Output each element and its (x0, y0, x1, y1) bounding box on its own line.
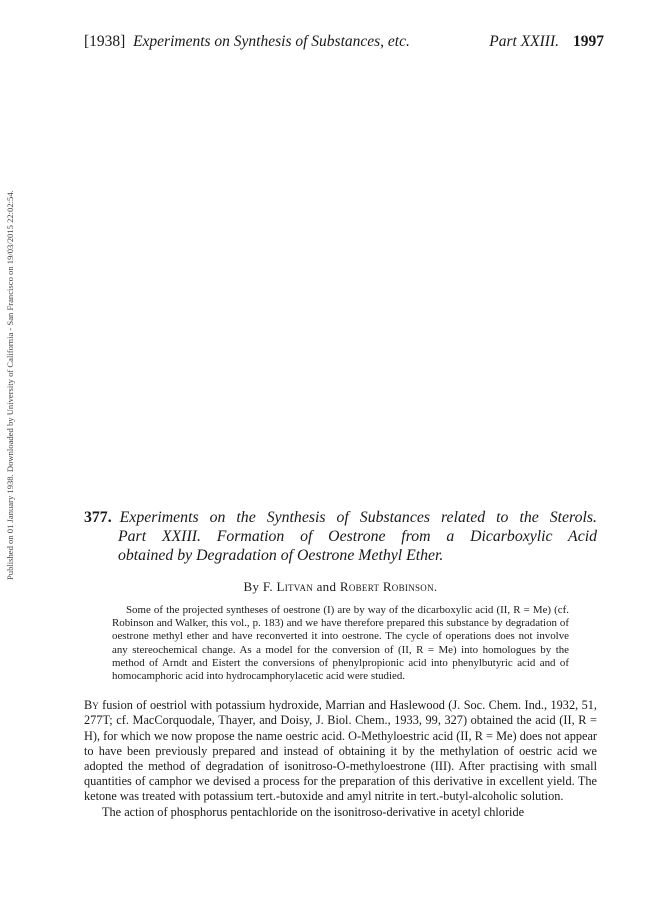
title-line: 377. Experiments on the Synthesis of Substances related to the Sterols. (84, 509, 597, 526)
abstract-text: Some of the projected syntheses of oestrone (I) are by way of the dicarboxylic acid (II, R = Me) (cf. Robinson and Walker, this vol., p. 183) and we have therefore prepared this substance by degradation of oestrone methyl ether and have reconverted it into oestrone. The cycle of operations does not involve any stereochemical change. As a model for the conversion of (II, R = Me) into homologues by the method of Arndt and Eistert the conversions of phenylpropionic acid into phenylbutyric acid and of homocamphoric acid into hydrocamphorylacetic acid were studied. (112, 604, 569, 683)
article (84, 508, 597, 820)
header-year: [1938] (84, 33, 126, 50)
title-line: obtained by Degradation of Oestrone Methyl Ether. (118, 547, 444, 564)
authors: By F. Litvan and Robert Robinson. (243, 579, 438, 594)
page-number: 1997 (573, 33, 604, 50)
article-number: 377. (84, 509, 112, 526)
header-part: Part XXIII. (489, 33, 559, 50)
header-title: Experiments on Synthesis of Substances, etc. (133, 33, 410, 50)
author-name: Robert Robinson. (339, 579, 438, 594)
header-right (489, 33, 604, 51)
header-left (84, 33, 410, 51)
download-stamp: Published on 01 January 1938. Downloaded by University of California - San Francisco on 19/03/2015 22:02:54. (5, 190, 15, 580)
body-paragraph: The action of phosphorus pentachloride on the isonitroso-derivative in acetyl chloride (102, 804, 525, 819)
running-header (84, 33, 604, 51)
author-name: F. Litvan (262, 579, 314, 594)
abstract (112, 604, 569, 683)
title-line: Part XXIII. Formation of Oestrone from a Dicarboxylic Acid (118, 528, 597, 545)
body-paragraph: By fusion of oestriol with potassium hydroxide, Marrian and Haslewood (J. Soc. Chem. Ind., 1932, 51, 277T; cf. MacCorquodale, Thayer, and Doisy, J. Biol. Chem., 1933, 99, 327) obtained the acid (II, R = H), for which we now propose the name oestric acid. O-Methyloestric acid (II, R = Me) does not appear to have been previously prepared and instead of obtaining it by the methylation of oestric acid we adopted the method of degradation of isonitroso-O-methyloestrone (III). After practising with small quantities of camphor we devised a process for the preparation of this derivative in excellent yield. The ketone was treated with potassium tert.-butoxide and amyl nitrite in tert.-butyl-alcoholic solution. (84, 698, 597, 804)
body-text (84, 698, 597, 820)
article-title (84, 508, 597, 565)
